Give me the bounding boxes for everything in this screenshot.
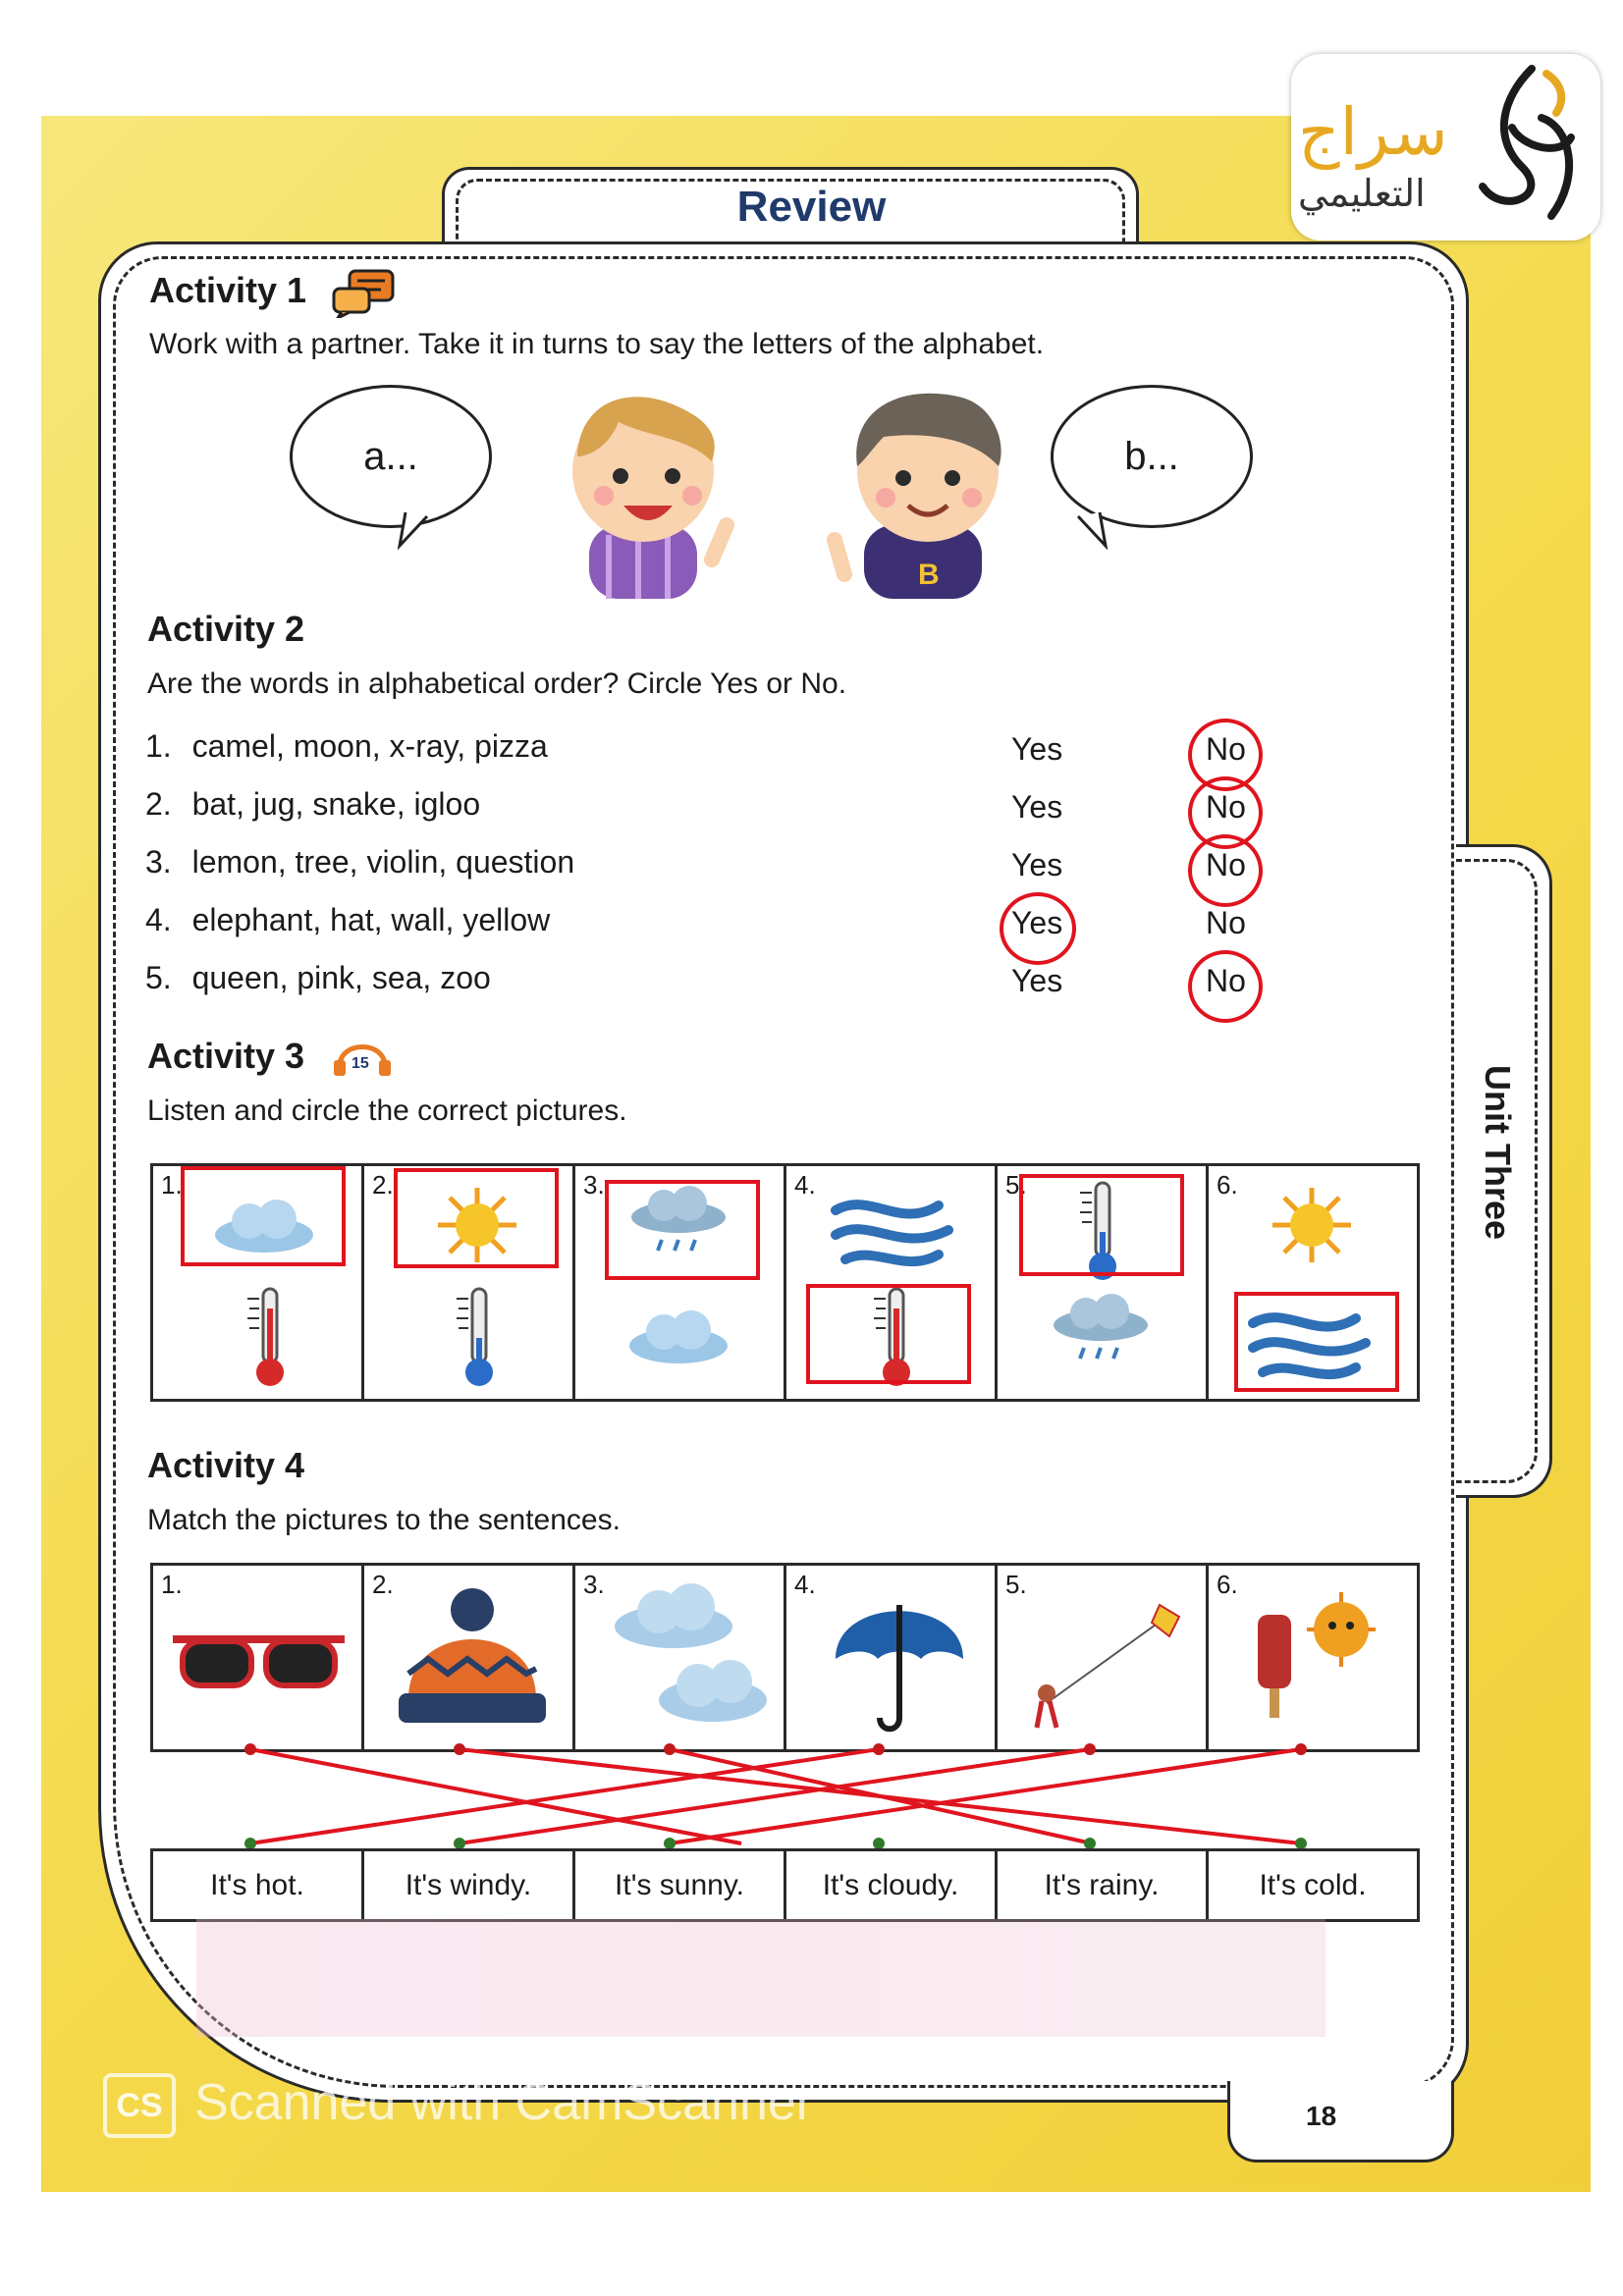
bubble-right-tail (1070, 510, 1109, 550)
matching-lines (147, 1737, 1424, 1855)
question-row-1 (145, 728, 548, 765)
activity1-heading: Activity 1 (149, 270, 307, 310)
sunglasses-icon (168, 1620, 350, 1698)
question-number: 4. (145, 902, 172, 937)
activity1-instruction: Work with a partner. Take it in turns to say the letters of the alphabet. (149, 328, 1045, 360)
answer-circle-4 (1000, 892, 1076, 965)
boy-left-illustration (550, 378, 746, 599)
selection-box (605, 1180, 760, 1280)
logo-sub-text: التعليمي (1298, 172, 1426, 215)
hot-thermometer-icon (243, 1284, 293, 1392)
question-words: elephant, hat, wall, yellow (191, 902, 551, 937)
question-row-4 (145, 902, 550, 938)
sentence-hot[interactable]: It's hot. (152, 1850, 363, 1921)
answer-circle-3 (1188, 834, 1263, 907)
cell-number: 3. (583, 1170, 605, 1200)
sentence-rainy[interactable]: It's rainy. (997, 1850, 1208, 1921)
picture-cell-5[interactable] (997, 1565, 1208, 1751)
selection-box (1234, 1292, 1399, 1392)
yes-option-5[interactable]: Yes (1011, 963, 1063, 998)
cell-number: 2. (372, 1570, 394, 1599)
bubble-left-tail (398, 510, 437, 550)
rain-cloud-icon (1047, 1294, 1155, 1372)
bubble-right-text: b... (1124, 434, 1179, 478)
wind-icon (831, 1186, 958, 1274)
cloud-icon (624, 1308, 732, 1367)
activity4-sentence-row (150, 1848, 1420, 1922)
no-option-2[interactable]: No (1206, 789, 1246, 825)
picture-cell-3[interactable] (574, 1565, 785, 1751)
question-words: bat, jug, snake, igloo (191, 786, 481, 822)
question-number: 5. (145, 960, 172, 995)
activity3-cell-1[interactable] (152, 1165, 363, 1401)
ice-lolly-sun-icon (1248, 1590, 1415, 1737)
question-words: lemon, tree, violin, question (191, 844, 575, 880)
sun-icon (1268, 1186, 1356, 1264)
sentence-sunny[interactable]: It's sunny. (574, 1850, 785, 1921)
yes-option-4[interactable]: Yes (1011, 905, 1063, 940)
clouds-icon (605, 1577, 772, 1744)
no-option-5[interactable]: No (1206, 963, 1246, 998)
camscanner-watermark: Scanned with CamScanner (194, 2074, 814, 2131)
picture-cell-6[interactable] (1208, 1565, 1419, 1751)
cell-number: 1. (161, 1170, 183, 1200)
track-number: 15 (352, 1055, 369, 1072)
question-number: 3. (145, 844, 172, 880)
audio-track-icon (332, 1033, 393, 1078)
boy-right-illustration (825, 378, 1021, 599)
activity4-instruction: Match the pictures to the sentences. (147, 1504, 621, 1536)
page-number-tab (1227, 2081, 1454, 2163)
activity4-heading: Activity 4 (147, 1445, 305, 1485)
speech-bubbles-icon (332, 269, 397, 318)
activity2-instruction: Are the words in alphabetical order? Circle Yes or No. (147, 667, 847, 700)
answer-circle-5 (1188, 950, 1263, 1023)
activity3-heading: Activity 3 (147, 1036, 305, 1076)
logo-main-text: سراج (1298, 94, 1448, 170)
cell-number: 4. (794, 1170, 816, 1200)
bubble-left-text: a... (363, 434, 418, 478)
activity3-cell-6[interactable] (1208, 1165, 1419, 1401)
speech-bubble-left (290, 385, 492, 528)
activity3-cell-3[interactable] (574, 1165, 785, 1401)
no-option-1[interactable]: No (1206, 731, 1246, 767)
umbrella-icon (831, 1590, 968, 1737)
cell-number: 2. (372, 1170, 394, 1200)
cell-number: 3. (583, 1570, 605, 1599)
question-row-5 (145, 960, 491, 996)
activity3-cell-4[interactable] (785, 1165, 997, 1401)
activity3-instruction: Listen and circle the correct pictures. (147, 1095, 627, 1127)
question-number: 1. (145, 728, 172, 764)
shirt-letter: B (918, 559, 940, 591)
cell-number: 5. (1005, 1570, 1027, 1599)
cell-number: 6. (1217, 1170, 1238, 1200)
kite-icon (1012, 1595, 1199, 1742)
activity4-picture-row (150, 1563, 1420, 1752)
cell-number: 6. (1217, 1570, 1238, 1599)
picture-cell-2[interactable] (363, 1565, 574, 1751)
no-option-3[interactable]: No (1206, 847, 1246, 882)
selection-box (181, 1166, 346, 1266)
question-words: camel, moon, x-ray, pizza (191, 728, 548, 764)
selection-box (1019, 1174, 1184, 1276)
cell-number: 1. (161, 1570, 183, 1599)
no-option-4[interactable]: No (1206, 905, 1246, 940)
question-row-2 (145, 786, 480, 823)
sentence-cold[interactable]: It's cold. (1208, 1850, 1419, 1921)
match-line-1-cloudy (250, 1749, 741, 1843)
page-number: 18 (1306, 2101, 1337, 2131)
yes-option-3[interactable]: Yes (1011, 847, 1063, 882)
smudge-band (196, 1919, 1325, 2037)
yes-option-2[interactable]: Yes (1011, 789, 1063, 825)
picture-cell-1[interactable] (152, 1565, 363, 1751)
yes-option-1[interactable]: Yes (1011, 731, 1063, 767)
activity3-cell-5[interactable] (997, 1165, 1208, 1401)
question-number: 2. (145, 786, 172, 822)
cell-number: 5. (1005, 1170, 1027, 1200)
selection-box (394, 1168, 559, 1268)
selection-box (806, 1284, 971, 1384)
speech-bubble-right (1051, 385, 1253, 528)
wool-hat-icon (394, 1580, 551, 1737)
question-row-3 (145, 844, 574, 881)
unit-label: Unit Three (1478, 1065, 1518, 1241)
cold-thermometer-icon (453, 1284, 502, 1392)
activity3-cell-2[interactable] (363, 1165, 574, 1401)
page-title: Review (736, 183, 887, 231)
sentence-cloudy[interactable]: It's cloudy. (785, 1850, 997, 1921)
activity3-picture-grid (150, 1163, 1420, 1402)
cell-number: 4. (794, 1570, 816, 1599)
picture-cell-4[interactable] (785, 1565, 997, 1751)
sentence-windy[interactable]: It's windy. (363, 1850, 574, 1921)
question-words: queen, pink, sea, zoo (191, 960, 491, 995)
activity2-heading: Activity 2 (147, 609, 305, 649)
match-line-3-rainy (670, 1749, 1092, 1843)
camscanner-badge: CS (103, 2073, 176, 2138)
